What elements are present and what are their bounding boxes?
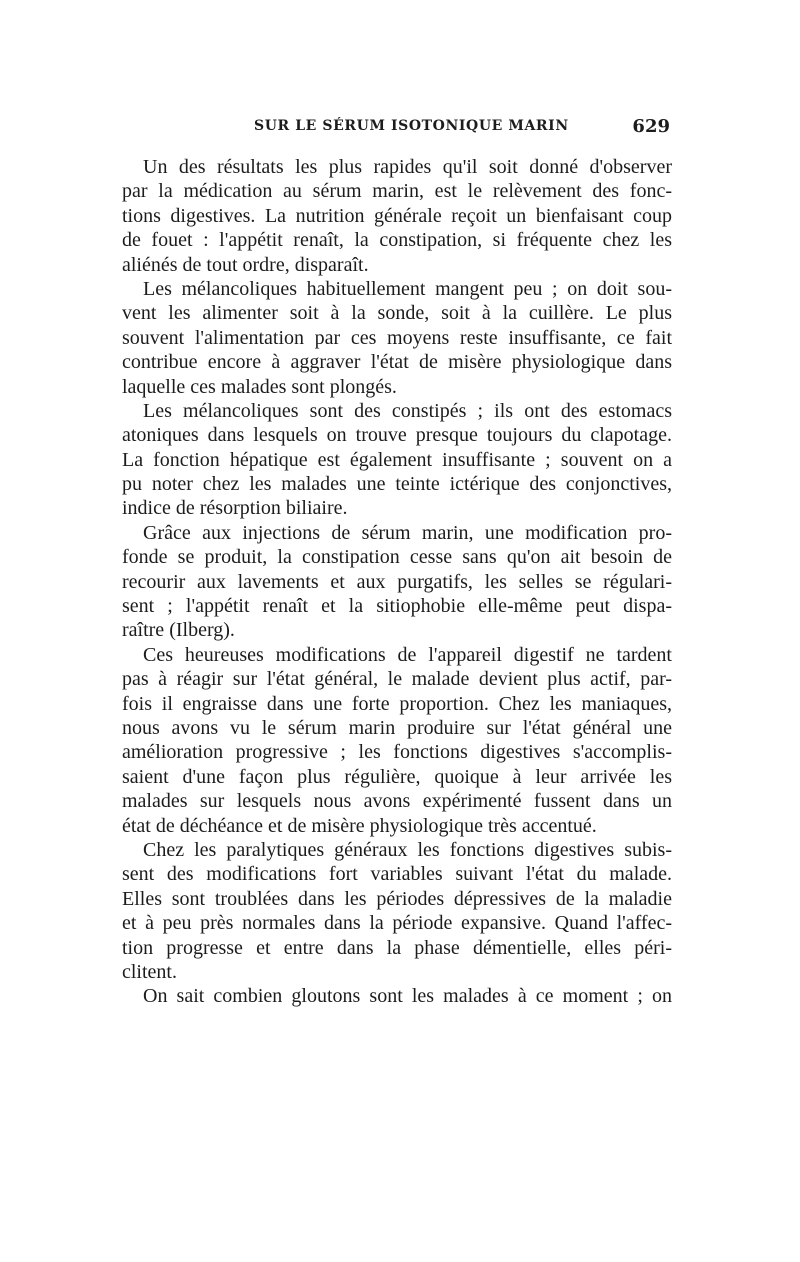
running-head-title: SUR LE SÉRUM ISOTONIQUE MARIN (254, 118, 569, 134)
text-line: Les mélancoliques sont des constipés ; ils ont des estomacs (143, 399, 672, 422)
text-line: sent ; l'appétit renaît et la sitiophobie elle-même peut dispa- (122, 595, 672, 618)
text-line: laquelle ces malades sont plongés. (122, 375, 397, 398)
text-line: Elles sont troublées dans les périodes dépressives de la maladie (122, 887, 672, 910)
text-line: et à peu près normales dans la période expansive. Quand l'affec- (122, 912, 672, 935)
text-line: malades sur lesquels nous avons expérimenté fussent dans un (122, 790, 672, 813)
text-line: vent les alimenter soit à la sonde, soit à la cuillère. Le plus (122, 302, 672, 325)
text-line: amélioration progressive ; les fonctions digestives s'accomplis- (122, 741, 672, 764)
paragraph (122, 399, 672, 521)
text-line: indice de résorption biliaire. (122, 497, 348, 520)
text-line: sent des modifications fort variables suivant l'état du malade. (122, 863, 672, 886)
text-line: Un des résultats les plus rapides qu'il soit donné d'observer (143, 156, 672, 178)
text-line: On sait combien gloutons sont les malades à ce moment ; on (143, 985, 672, 1008)
text-line: pas à réagir sur l'état général, le malade devient plus actif, par- (122, 668, 672, 691)
text-line: par la médication au sérum marin, est le relèvement des fonc- (122, 180, 672, 203)
text-line: contribue encore à aggraver l'état de misère physiologique dans (122, 351, 672, 374)
body-text (122, 155, 672, 1009)
text-line: Les mélancoliques habituellement mangent peu ; on doit sou- (143, 277, 672, 300)
text-line: atoniques dans lesquels on trouve presque toujours du clapotage. (122, 424, 672, 447)
text-line: La fonction hépatique est également insuffisante ; souvent on a (122, 448, 672, 471)
text-line: tion progresse et entre dans la phase démentielle, elles péri- (122, 936, 672, 959)
paragraph (122, 984, 672, 1008)
text-line: de fouet : l'appétit renaît, la constipation, si fréquente chez les (122, 229, 672, 252)
text-line: clitent. (122, 960, 177, 983)
paragraph (122, 155, 672, 277)
text-line: Ces heureuses modifications de l'appareil digestif ne tardent (143, 643, 672, 666)
paragraph (122, 838, 672, 984)
text-line: tions digestives. La nutrition générale reçoit un bienfaisant coup (122, 204, 672, 227)
running-head (122, 116, 670, 140)
paragraph (122, 521, 672, 643)
text-line: pu noter chez les malades une teinte ictérique des conjonctives, (122, 473, 672, 496)
text-line: Grâce aux injections de sérum marin, une modification pro- (143, 521, 672, 544)
paragraph (122, 277, 672, 399)
text-line: aliénés de tout ordre, disparaît. (122, 253, 369, 276)
text-line: souvent l'alimentation par ces moyens reste insuffisante, ce fait (122, 326, 672, 349)
text-line: état de déchéance et de misère physiologique très accentué. (122, 814, 597, 837)
paragraph (122, 643, 672, 838)
text-line: raître (Ilberg). (122, 619, 235, 642)
text-line: Chez les paralytiques généraux les fonctions digestives subis- (143, 838, 672, 861)
text-line: fonde se produit, la constipation cesse sans qu'on ait besoin de (122, 546, 672, 569)
page-number: 629 (632, 116, 670, 137)
text-line: saient d'une façon plus régulière, quoique à leur arrivée les (122, 765, 672, 788)
text-line: nous avons vu le sérum marin produire sur l'état général une (122, 716, 672, 739)
text-line: recourir aux lavements et aux purgatifs, les selles se régulari- (122, 570, 672, 593)
text-line: fois il engraisse dans une forte proportion. Chez les maniaques, (122, 692, 672, 715)
